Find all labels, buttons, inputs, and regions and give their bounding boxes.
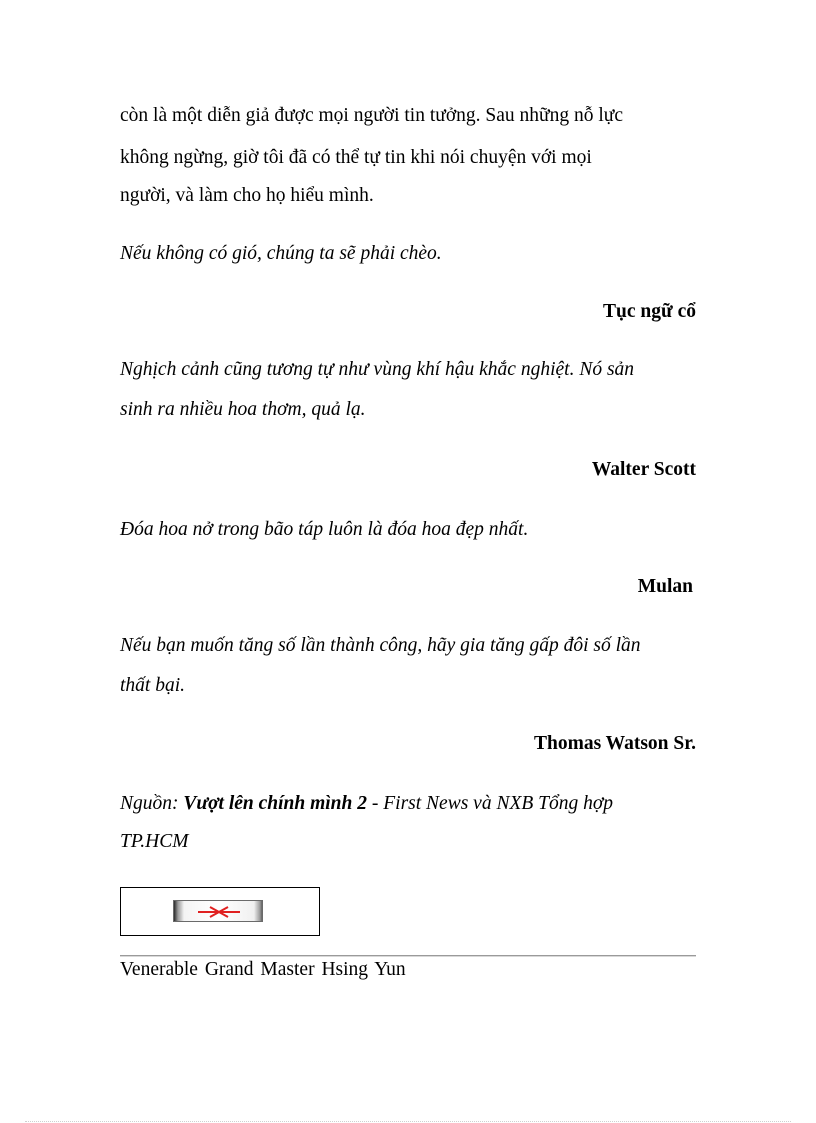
source-title: Vượt lên chính mình 2 (183, 793, 367, 814)
source-prefix: Nguồn: (120, 793, 184, 814)
footer-divider (120, 955, 696, 957)
quote-text: Nghịch cảnh cũng tương tự như vùng khí hậu khắc nghiệt. Nó sản (120, 359, 635, 380)
source-credit-line2: TP.HCM (120, 831, 189, 852)
paragraph-line: không ngừng, giờ tôi đã có thể tự tin khi nói chuyện với mọi (120, 147, 592, 168)
page-edge (25, 1121, 791, 1122)
image-frame (120, 887, 320, 936)
quote-text: sinh ra nhiều hoa thơm, quả lạ. (120, 399, 366, 420)
paragraph-line: còn là một diễn giả được mọi người tin tưởng. Sau những nỗ lực (120, 105, 623, 126)
quote-text: thất bại. (120, 675, 186, 696)
broken-x-icon (174, 901, 264, 923)
footer-author: Venerable Grand Master Hsing Yun (120, 959, 406, 980)
quote-text: Đóa hoa nở trong bão táp luôn là đóa hoa đẹp nhất. (120, 519, 529, 540)
paragraph-line: người, và làm cho họ hiểu mình. (120, 185, 374, 206)
quote-author: Thomas Watson Sr. (533, 733, 696, 754)
quote-author: Tục ngữ cổ (603, 301, 696, 322)
quote-author: Mulan (637, 576, 693, 597)
source-suffix: - First News và NXB Tổng hợp (367, 793, 614, 814)
quote-text: Nếu bạn muốn tăng số lần thành công, hãy gia tăng gấp đôi số lần (120, 635, 641, 656)
quote-author: Walter Scott (591, 459, 696, 480)
quote-text: Nếu không có gió, chúng ta sẽ phải chèo. (120, 243, 442, 264)
source-credit (120, 792, 613, 816)
broken-image-icon (173, 900, 263, 922)
